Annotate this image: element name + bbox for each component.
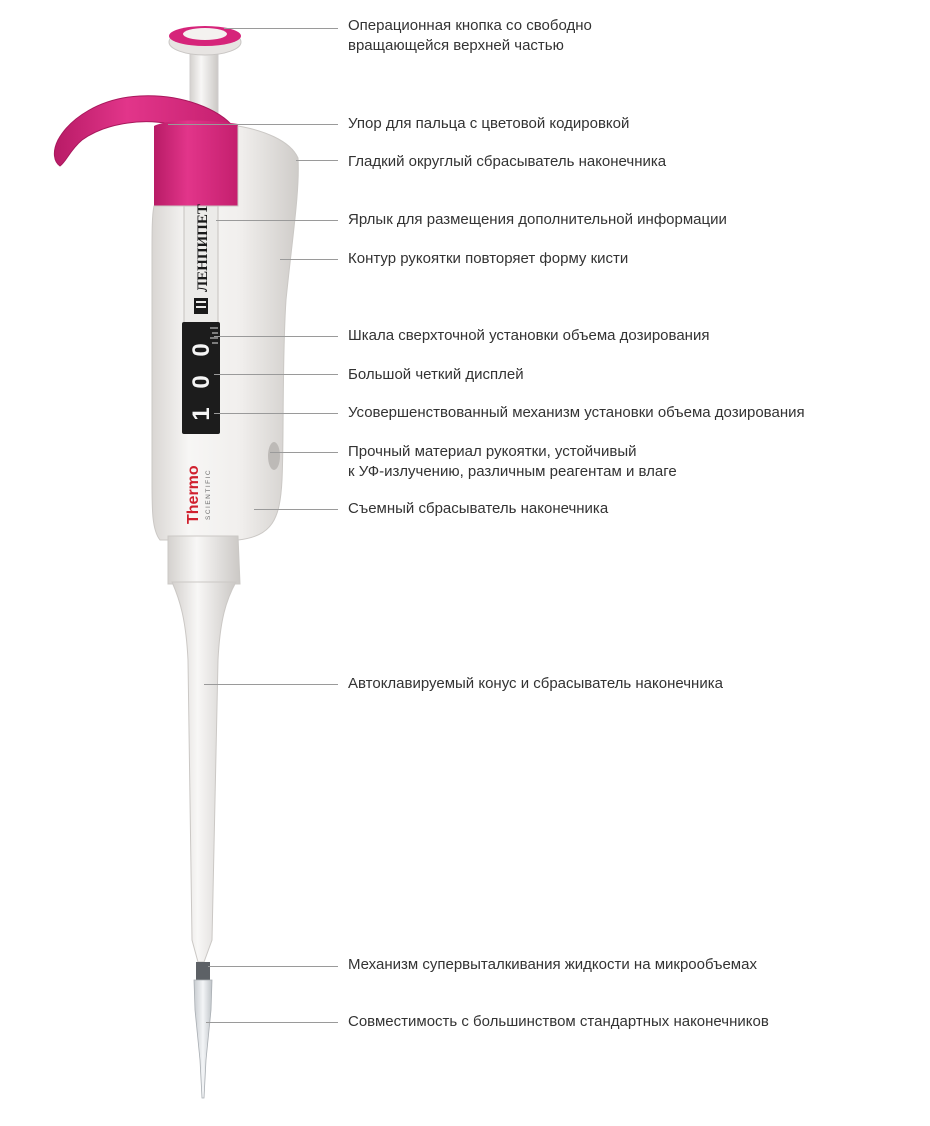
- callout-text: Механизм супервыталкивания жидкости на микрообъемах: [348, 956, 757, 973]
- callout-tips: [348, 1012, 769, 1032]
- leader-line: [280, 259, 338, 260]
- color-code-collar: [154, 121, 238, 209]
- callout-text: вращающейся верхней частью: [348, 37, 564, 54]
- leader-line: [208, 966, 338, 967]
- display-digit: 0: [188, 375, 215, 389]
- leader-line: [214, 374, 338, 375]
- callout-fine-scale: [348, 326, 709, 346]
- callout-handle-material: [348, 442, 677, 482]
- callout-text: Шкала сверхточной установки объема дозирования: [348, 327, 710, 344]
- brand-scientific: SCIENTIFIC: [205, 468, 212, 520]
- display-digit: 0: [188, 343, 215, 357]
- callout-text: Большой четкий дисплей: [348, 366, 524, 383]
- shaft-cone: [172, 582, 236, 962]
- callout-info-label: [348, 210, 727, 230]
- callout-text: Съемный сбрасыватель наконечника: [348, 500, 609, 517]
- leader-line: [214, 336, 338, 337]
- callout-volume-mechanism: [348, 403, 805, 423]
- disposable-tip: [194, 980, 212, 1098]
- callout-text: Ярлык для размещения дополнительной информации: [348, 211, 727, 228]
- leader-line: [216, 220, 338, 221]
- callout-text: Операционная кнопка со свободно: [348, 17, 592, 34]
- leader-line: [254, 509, 338, 510]
- removable-ejector: [168, 536, 240, 584]
- callout-cone: [348, 674, 723, 694]
- callout-text: Контур рукоятки повторяет форму кисти: [348, 250, 629, 267]
- ejector-side-button: [268, 442, 280, 470]
- leader-line: [204, 684, 338, 685]
- lenpipet-label: ЛЕНПИПЕТ: [195, 204, 211, 292]
- callout-text: Гладкий округлый сбрасыватель наконечника: [348, 153, 667, 170]
- callout-super-blowout: [348, 955, 757, 975]
- callout-text: Автоклавируемый конус и сбрасыватель наконечника: [348, 675, 723, 692]
- tip-adapter: [196, 962, 210, 980]
- leader-line: [270, 452, 338, 453]
- leader-line: [224, 28, 338, 29]
- callout-text: к УФ-излучению, различным реагентам и влаге: [348, 463, 677, 480]
- callout-text: Усовершенствованный механизм установки объема дозирования: [348, 404, 805, 421]
- leader-line: [206, 1022, 338, 1023]
- callout-text: Совместимость с большинством стандартных наконечников: [348, 1013, 769, 1030]
- leader-line: [214, 413, 338, 414]
- lenpipet-logo: [194, 298, 208, 314]
- callout-ejector-button: [348, 152, 666, 172]
- callout-text: Прочный материал рукоятки, устойчивый: [348, 443, 637, 460]
- callout-removable-ejector: [348, 499, 608, 519]
- display-digits: [188, 343, 215, 420]
- leader-line: [168, 124, 338, 125]
- callout-handle-contour: [348, 249, 628, 269]
- brand-thermo: Thermo: [185, 465, 202, 524]
- callout-display: [348, 365, 524, 385]
- display-digit: 1: [188, 407, 215, 421]
- callout-plunger: [348, 16, 592, 56]
- callout-text: Упор для пальца с цветовой кодировкой: [348, 115, 630, 132]
- leader-line: [296, 160, 338, 161]
- callout-finger-rest: [348, 114, 629, 134]
